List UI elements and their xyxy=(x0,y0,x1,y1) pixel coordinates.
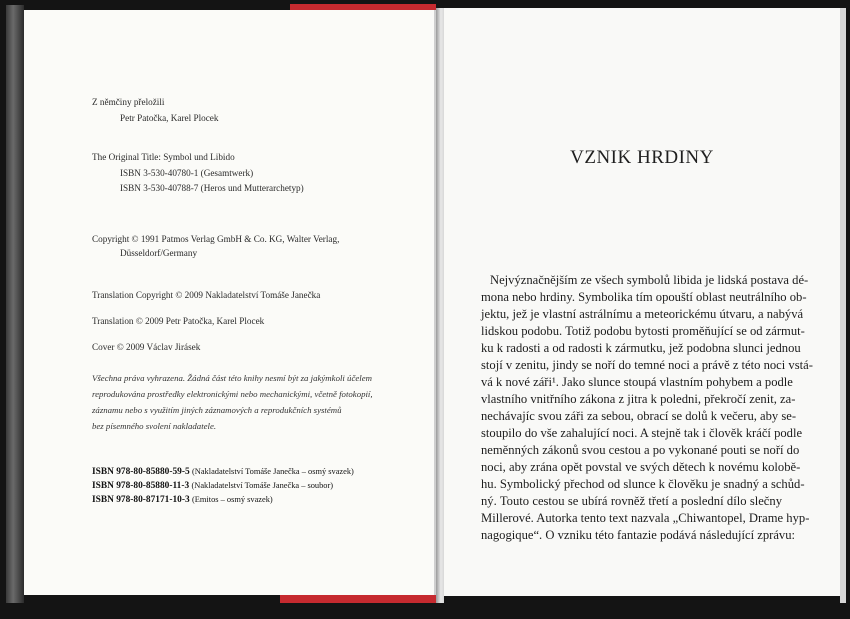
translated-from-label: Z němčiny přeložili xyxy=(92,97,165,107)
body-line: jektu, jež je vlastní astrálnímu a meteorickému útvaru, a nabývá xyxy=(481,307,804,321)
isbn-entry xyxy=(92,479,333,493)
body-line: lidskou podobu. Totiž podobu bytosti proměňující se od zármut- xyxy=(481,324,805,338)
rights-line: reprodukována prostředky elektronickými nebo mechanickými, včetně fotokopií, xyxy=(92,389,373,399)
body-line: vlastního vnitřního zákona z jitra k poledni, překročí zenit, za- xyxy=(481,392,796,406)
chapter-title: VZNIK HRDINY xyxy=(570,147,714,168)
isbn-number: ISBN 978-80-87171-10-3 xyxy=(92,495,190,505)
isbn-description: (Emitos – osmý svazek) xyxy=(192,495,273,504)
translation-line: Translation © 2009 Petr Patočka, Karel Plocek xyxy=(92,316,265,326)
body-line: ku k radosti a od radosti k zármutku, jež podobna slunci jednou xyxy=(481,341,801,355)
cover-edge-bottom xyxy=(280,594,436,603)
rights-line: Všechna práva vyhrazena. Žádná část této knihy nesmí být za jakýmkoli účelem xyxy=(92,373,372,383)
isbn-entry xyxy=(92,465,354,479)
isbn-number: ISBN 978-80-85880-59-5 xyxy=(92,467,190,477)
body-line: stojí v zenitu, jindy se noří do temné noci a právě z této noci vstá- xyxy=(481,358,813,372)
body-line: stoupilo do vše zahalující noci. A stejně tak i člověk kráčí podle xyxy=(481,426,803,440)
body-line: noci, aby zrána opět povstal ve svých dětech k novému kolobě- xyxy=(481,460,801,474)
body-line: mona nebo hrdiny. Symbolika tím opouští oblast neutrálního ob- xyxy=(481,290,807,304)
translation-copyright: Translation Copyright © 2009 Nakladatelství Tomáše Janečka xyxy=(92,290,321,300)
cover-credit: Cover © 2009 Václav Jirásek xyxy=(92,342,201,352)
isbn-description: (Nakladatelství Tomáše Janečka – osmý svazek) xyxy=(192,467,354,476)
body-line: nechávajíc svou záři za sebou, obrací se dolů k večeru, aby se- xyxy=(481,409,797,423)
body-line: ný. Touto cestou se ubírá rovněž třetí a poslední dílo slečny xyxy=(481,494,782,508)
rights-notice xyxy=(92,370,373,434)
copyright-line: Copyright © 1991 Patmos Verlag GmbH & Co. KG, Walter Verlag, xyxy=(92,234,340,244)
isbn-original-1: ISBN 3-530-40780-1 (Gesamtwerk) xyxy=(120,168,254,178)
body-line: Nejvýznačnějším ze všech symbolů libida je lidská postava dé- xyxy=(490,273,809,287)
book-edge-left xyxy=(6,5,24,603)
body-line: vá k nové záři¹. Jako slunce stoupá vlastním pohybem a podle xyxy=(481,375,793,389)
body-line: hu. Symbolický přechod od slunce k člověku je snadný a schůd- xyxy=(481,477,805,491)
translators: Petr Patočka, Karel Plocek xyxy=(120,113,219,123)
book-edge-right xyxy=(840,8,846,603)
rights-line: bez písemného svolení nakladatele. xyxy=(92,421,217,431)
isbn-original-2: ISBN 3-530-40788-7 (Heros und Mutterarchetyp) xyxy=(120,183,304,193)
copyright-location: Düsseldorf/Germany xyxy=(120,248,198,258)
book-spine xyxy=(436,8,444,603)
body-line: neměnných zákonů svou cestou a po vykonané pouti se noří do xyxy=(481,443,800,457)
isbn-number: ISBN 978-80-85880-11-3 xyxy=(92,481,190,491)
isbn-entry xyxy=(92,493,273,507)
body-line: Millerové. Autorka tento text nazvala „Chiwantopel, Drame hyp- xyxy=(481,511,810,525)
body-line: nagogique“. O vzniku této fantazie podává následující zprávu: xyxy=(481,528,796,542)
rights-line: záznamu nebo s využitím jiných záznamových a reprodukčních systémů xyxy=(92,405,342,415)
original-title: The Original Title: Symbol und Libido xyxy=(92,152,235,162)
isbn-description: (Nakladatelství Tomáše Janečka – soubor) xyxy=(191,481,334,490)
